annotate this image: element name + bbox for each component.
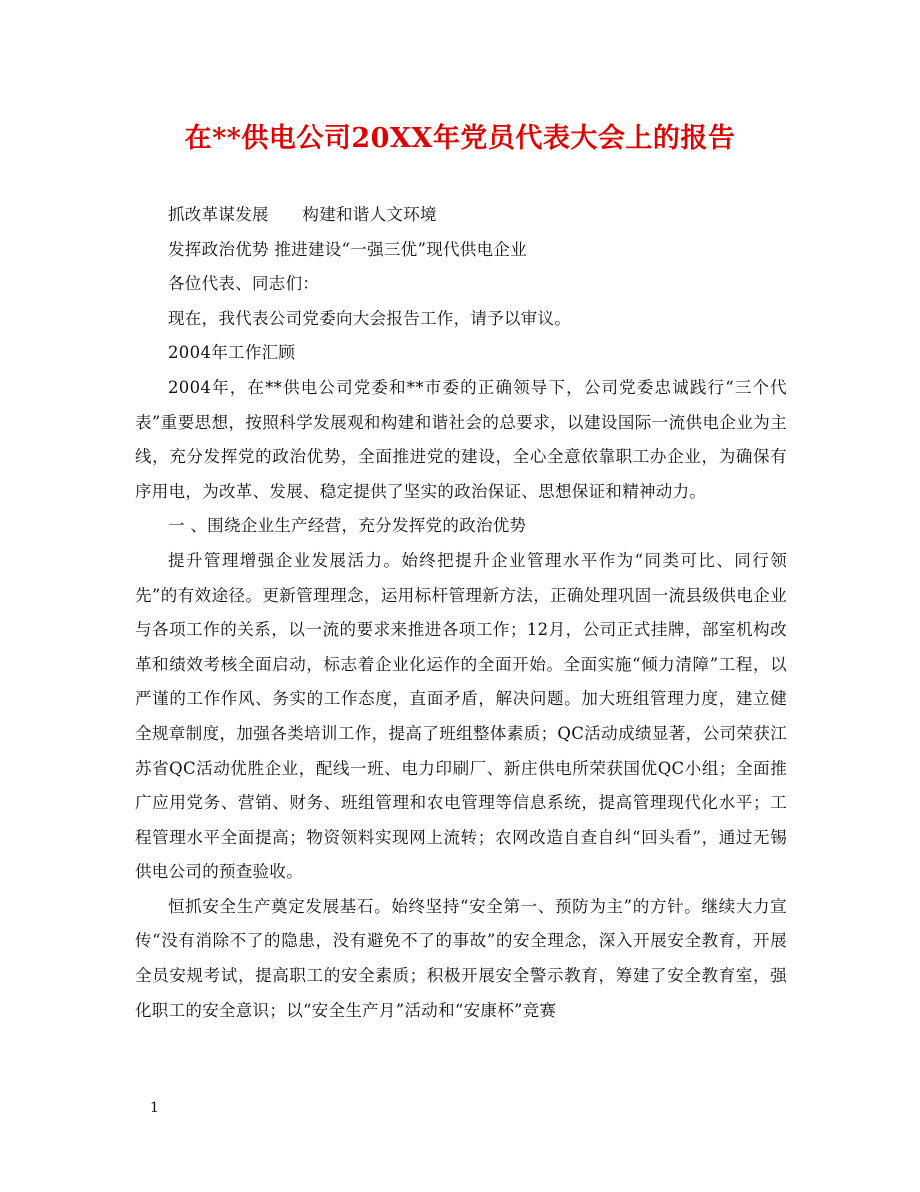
body-paragraph: 恒抓安全生产奠定发展基石。始终坚持“安全第一、预防为主”的方针。继续大力宣传“没有消除不了的隐患，没有避免不了的事故”的安全理念，深入开展安全教育，开展全员安规考试，提高职工的安全素质；积极开展安全警示教育，筹建了安全教育室，强化职工的安全意识；以“安全生产月”活动和“安康杯”竞赛 [135,896,787,1020]
page-number: 1 [150,1100,159,1116]
section-heading: 2004年工作汇顾 [168,343,296,363]
document-title: 在**供电公司20XX年党员代表大会上的报告 [184,123,736,154]
subtitle-line-1: 抓改革谋发展 构建和谐人文环境 [168,205,437,224]
salutation: 各位代表、同志们： [168,274,320,294]
opening-paragraph: 现在，我代表公司党委向大会报告工作，请予以审议。 [168,308,572,328]
subsection-heading: 一 、围绕企业生产经营，充分发挥党的政治优势 [168,516,527,536]
body-paragraph: 提升管理增强企业发展活力。始终把提升企业管理水平作为“同类可比、同行领先”的有效途径。更新管理理念，运用标杆管理新方法，正确处理巩固一流县级供电企业与各项工作的关系，以一流的要求来推进各项工作；12月，公司正式挂牌，部室机构改革和绩效考核全面启动，标志着企业化运作的全面开始。全面实施“倾力清障”工程，以严谨的工作作风、务实的工作态度，直面矛盾，解决问题。加大班组管理力度，建立健全规章制度，加强各类培训工作，提高了班组整体素质；QC活动成绩显著，公司荣获江苏省QC活动优胜企业，配线一班、电力印刷厂、新庄供电所荣获国优QC小组；全面推广应用党务、营销、财务、班组管理和农电管理等信息系统，提高管理现代化水平；工程管理水平全面提高；物资领料实现网上流转；农网改造自查自纠“回头看”，通过无锡供电公司的预查验收。 [135,550,787,882]
body-paragraph: 2004年，在**供电公司党委和**市委的正确领导下，公司党委忠诚践行“三个代表”重要思想，按照科学发展观和构建和谐社会的总要求，以建设国际一流供电企业为主线，充分发挥党的政治优势，全面推进党的建设，全心全意依靠职工办企业，为确保有序用电，为改革、发展、稳定提供了坚实的政治保证、思想保证和精神动力。 [135,377,787,501]
document-body [135,198,787,1028]
subtitle-line-2: 发挥政治优势 推进建设“一强三优”现代供电企业 [168,239,528,259]
